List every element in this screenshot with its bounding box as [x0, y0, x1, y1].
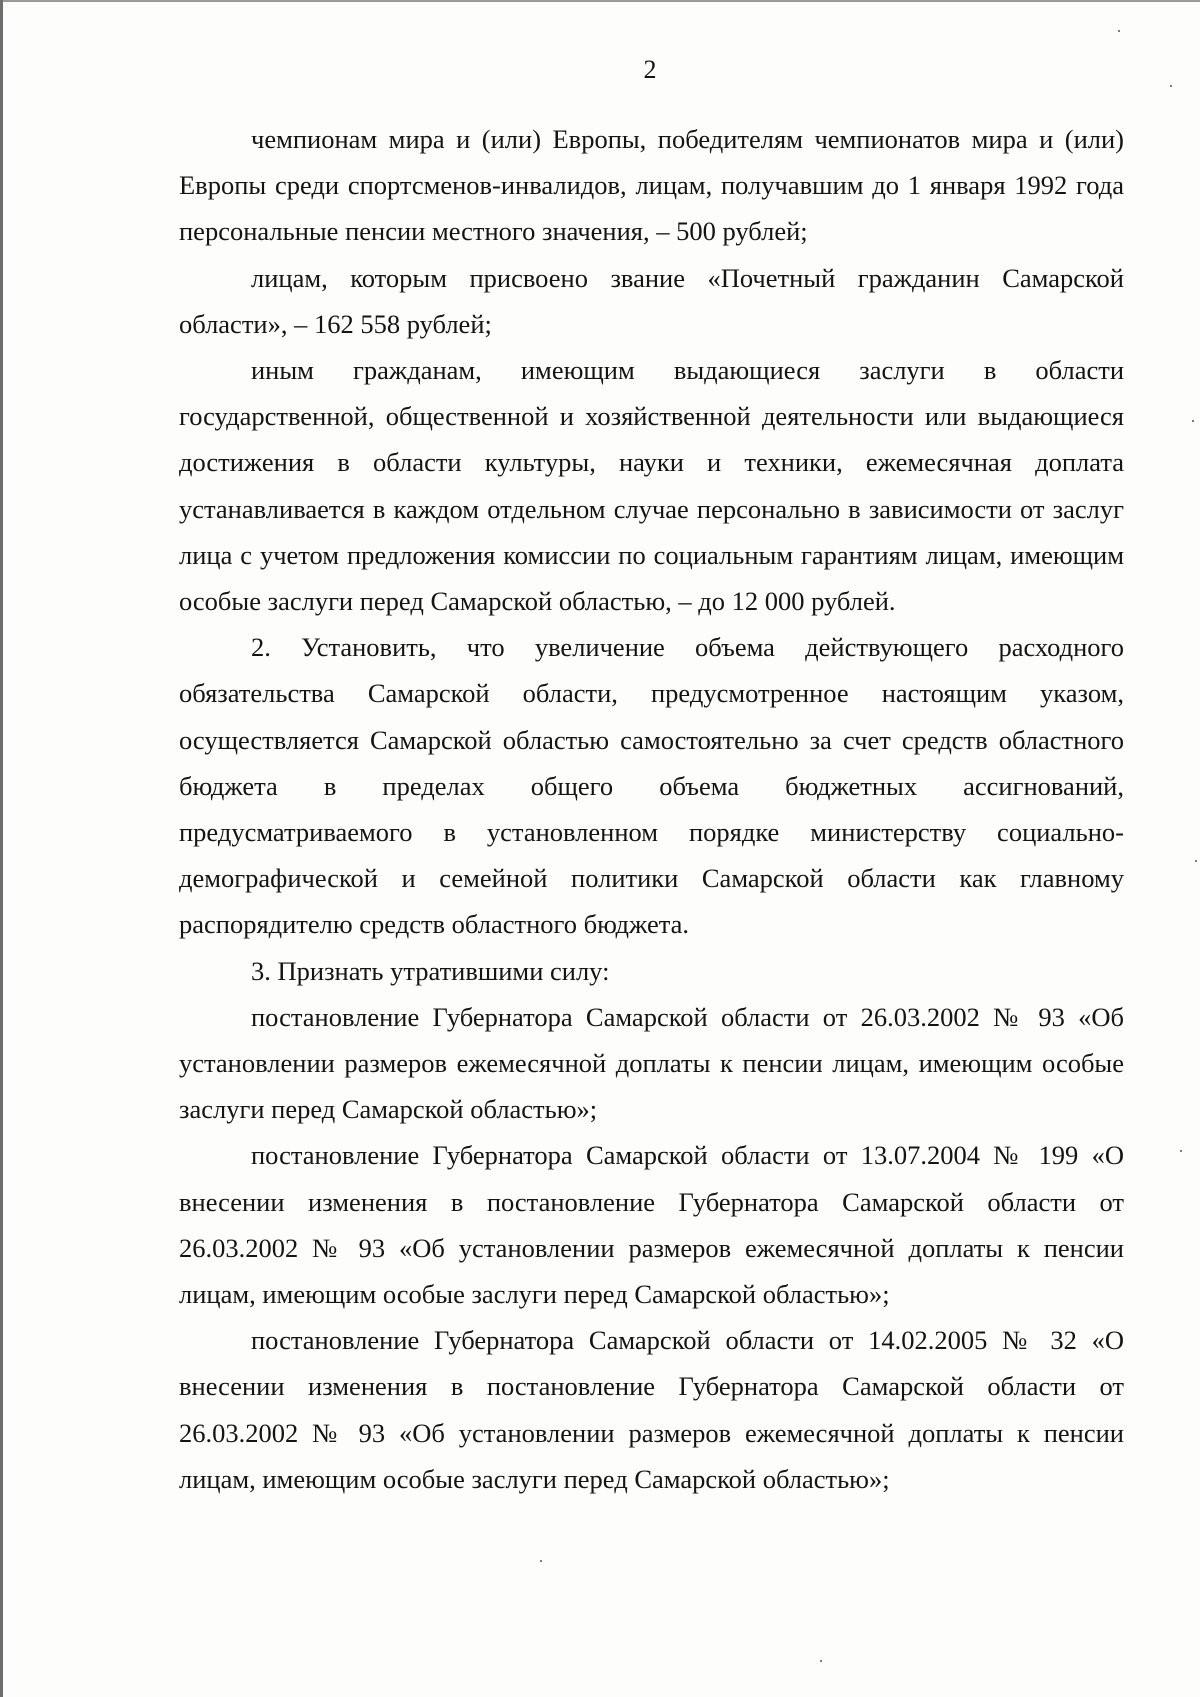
document-body [179, 116, 1124, 1502]
page-number: 2 [643, 55, 657, 84]
scan-speck [1170, 85, 1172, 87]
paragraph-repealed-decree-1: постановление Губернатора Самарской области от 26.03.2002 № 93 «Об установлении размеров ежемесячной доплаты к пенсии лицам, имеющим особые заслуги перед Самарской областью»; [179, 1001, 1124, 1125]
paragraph-item-3: 3. Признать утратившими силу: [251, 955, 610, 986]
scan-speck [820, 1660, 822, 1662]
paragraph-repealed-decree-2: постановление Губернатора Самарской области от 13.07.2004 № 199 «О внесении изменения в постановление Губернатора Самарской области от 26.03.2002 № 93 «Об установлении размеров ежемесячной доплаты к пенсии лицам, имеющим особые заслуги перед Самарской областью»; [179, 1140, 1124, 1310]
paragraph-1-continuation: чемпионам мира и (или) Европы, победителям чемпионатов мира и (или) Европы среди спортсменов-инвалидов, лицам, получавшим до 1 января 1992 года персональные пенсии местного значения, – 500 рублей; [179, 124, 1124, 247]
scan-speck [540, 1560, 542, 1562]
scan-speck [1118, 30, 1120, 32]
scan-speck [1192, 420, 1194, 422]
paragraph-repealed-decree-3: постановление Губернатора Самарской области от 14.02.2005 № 32 «О внесении изменения в постановление Губернатора Самарской области от 26.03.2002 № 93 «Об установлении размеров ежемесячной доплаты к пенсии лицам, имеющим особые заслуги перед Самарской областью»; [179, 1325, 1124, 1494]
scan-edge-top [0, 0, 1200, 2]
scan-edge-left [0, 0, 3, 1697]
paragraph-item-2: 2. Установить, что увеличение объема действующего расходного обязательства Самарской области, предусмотренное настоящим указом, осуществляется Самарской областью самостоятельно за счет средств областного бюджета в пределах общего объема бюджетных ассигнований, предусматриваемого в установленном порядке министерству социально-демографической и семейной политики Самарской области как главному распорядителю средств областного бюджета. [179, 632, 1124, 940]
paragraph-honorary-citizen: лицам, которым присвоено звание «Почетный гражданин Самарской области», – 162 558 рублей; [179, 262, 1124, 339]
paragraph-other-citizens: иным гражданам, имеющим выдающиеся заслуги в области государственной, общественной и хозяйственной деятельности или выдающиеся достижения в области культуры, науки и техники, ежемесячная доплата устанавливается в каждом отдельном случае персонально в зависимости от заслуг лица с учетом предложения комиссии по социальным гарантиям лицам, имеющим особые заслуги перед Самарской областью, – до 12 000 рублей. [179, 355, 1124, 617]
scan-speck [1180, 1150, 1182, 1152]
scan-speck [1195, 860, 1197, 862]
